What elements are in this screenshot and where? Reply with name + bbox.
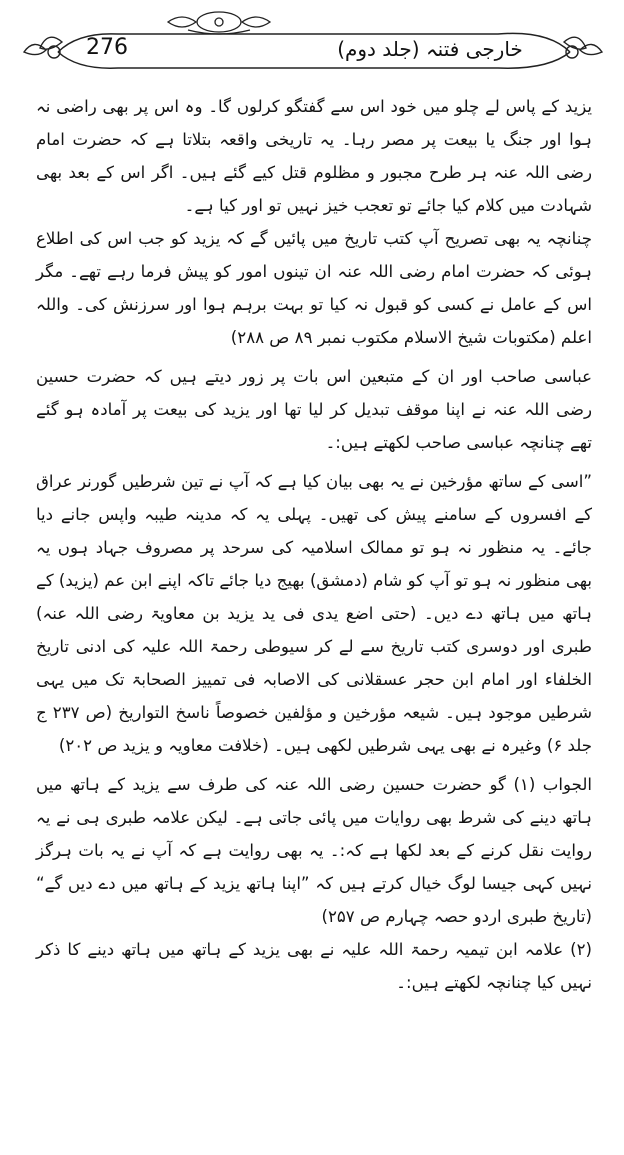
paragraph: چنانچہ یہ بھی تصریح آپ کتب تاریخ میں پائیں گے کہ یزید کو جب اس کی اطلاع ہوئی کہ حضرت امام رضی اللہ عنہ ان تینوں امور کو پیش فرما رہے تھے۔ مگر اس کے عامل نے کسی کو قبول نہ کیا تو بہت برہم ہوا اور سرزنش کی۔ واللہ اعلم (مکتوبات شیخ الاسلام مکتوب نمبر ۸۹ ص ۲۸۸) [36,229,592,347]
quoted-paragraph: ”اسی کے ساتھ مؤرخین نے یہ بھی بیان کیا ہے کہ آپ نے تین شرطیں گورنر عراق کے افسروں کے سامنے پیش کی تھیں۔ پہلی یہ کہ مدینہ طیبہ واپس جانے دیا جائے۔ یہ منظور نہ ہو تو ممالک اسلامیہ کی سرحد پر مصروف جہاد ہوں یہ بھی منظور نہ ہو تو آپ کو شام (دمشق) بھیج دیا جائے تاکہ اپنے ابن عم (یزید) کے ہاتھ میں ہاتھ دے دیں۔ (حتی اضع یدی فی ید یزید بن معاویۃ رضی اللہ عنہ) طبری اور دوسری کتب تاریخ سے لے کر سیوطی رحمۃ اللہ علیہ کی ادنی تاریخ الخلفاء اور امام ابن حجر عسقلانی کی الاصابہ فی تمییز الصحابۃ تک میں یہی شرطیں موجود ہیں۔ شیعہ مؤرخین و مؤلفین خصوصاً ناسخ التواریخ (ص ۲۳۷ ج جلد ۶) وغیرہ نے بھی یہی شرطیں لکھی ہیں۔ (خلافت معاویہ و یزید ص ۲۰۲) [36,472,592,755]
paragraph: الجواب (۱) گو حضرت حسین رضی اللہ عنہ کی طرف سے یزید کے ہاتھ میں ہاتھ دینے کی شرط بھی روایات میں پائی جاتی ہے۔ لیکن علامہ طبری ہی نے یہ روایت نقل کرنے کے بعد لکھا ہے کہ:۔ یہ بھی روایت ہے کہ آپ نے یہ بات ہرگز نہیں کہی جیسا لوگ خیال کرتے ہیں کہ ”اپنا ہاتھ یزید کے ہاتھ میں دے دیں گے“ (تاریخ طبری اردو حصہ چہارم ص ۲۵۷) [36,775,592,926]
floral-ornament-icon [24,37,62,58]
floral-ornament-icon [564,37,602,58]
paragraph: یزید کے پاس لے چلو میں خود اس سے گفتگو کرلوں گا۔ وہ اس پر بھی راضی نہ ہوا اور جنگ یا بیعت پر مصر رہا۔ یہ تاریخی واقعہ بتلاتا ہے کہ حضرت امام رضی اللہ عنہ ہر طرح مجبور و مظلوم قتل کیے گئے ہیں۔ اگر اس کے بعد بھی شہادت میں کلام کیا جائے تو تعجب خیز نہیں تو اور کیا ہے۔ [36,97,592,215]
center-medallion-icon [168,12,270,34]
page-number: 276 [86,35,128,60]
paragraph: عباسی صاحب اور ان کے متبعین اس بات پر زور دیتے ہیں کہ حضرت حسین رضی اللہ عنہ نے اپنا موقف تبدیل کر لیا تھا اور یزید کی بیعت پر آمادہ ہو گئے تھے چنانچہ عباسی صاحب لکھتے ہیں:۔ [36,367,592,452]
running-title: خارجی فتنہ (جلد دوم) [337,37,523,61]
paragraph: (۲) علامہ ابن تیمیہ رحمۃ اللہ علیہ نے بھی یزید کے ہاتھ میں ہاتھ دینے کا ذکر نہیں کیا چنانچہ لکھتے ہیں:۔ [36,940,592,992]
body-text [36,90,592,999]
page-header [18,8,608,80]
